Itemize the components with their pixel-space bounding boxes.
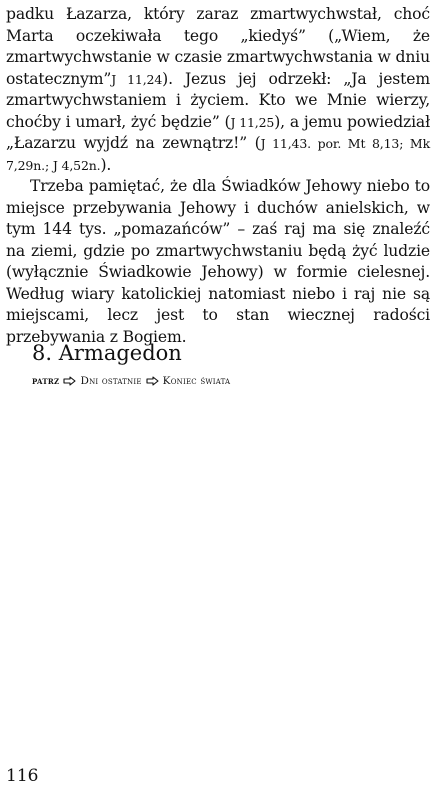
hand-pointing-right-icon	[63, 376, 76, 386]
cross-reference-koniec-swiata[interactable]: Koniec świata	[162, 375, 231, 387]
cross-reference-dni-ostatnie[interactable]: Dni ostatnie	[80, 375, 142, 387]
paragraph-1-text-d: ).	[100, 155, 112, 174]
see-also-line	[32, 375, 230, 387]
paragraph-1-text-b: ). Jezus jej odrzekł: „Ja jestem zmartwychwstaniem i życiem. Kto we Mnie wierzy, choćby i umarł, żyć będzie” (	[6, 69, 430, 131]
see-label: patrz	[32, 375, 60, 387]
paragraph-1-text-a: padku Łazarza, który zaraz zmartwychwstał, choć Marta oczekiwała tego „kiedyś” („Wiem, że zmartwychwstanie w czasie zmartwychwstania w dniu ostatecznym”	[6, 5, 430, 88]
bible-reference: J 11,24	[111, 71, 163, 87]
paragraph-2: Trzeba pamiętać, że dla Świadków Jehowy niebo to miejsce przebywania Jehowy i duchów anielskich, w tym 144 tys. „pomazańców” – zaś raj ma się znaleźć na ziemi, gdzie po zmartwychwstaniu będą żyć ludzie (wyłącznie Świadkowie Jehowy) w formie cielesnej. Według wiary katolickiej natomiast niebo i raj nie są miejscami, lecz jest to stan wiecznej radości przebywania z Bogiem.	[6, 177, 430, 346]
body-text	[6, 4, 430, 348]
paragraph-1-text-c: ), a jemu powiedział „Łazarzu wyjdź na zewnątrz!” (	[6, 112, 430, 152]
paragraph-1	[6, 4, 430, 176]
hand-pointing-right-icon	[146, 376, 159, 386]
page-number: 116	[6, 766, 39, 786]
bible-reference: J 11,25	[230, 114, 275, 130]
bible-reference: J 11,43. por. Mt 8,13; Mk 7,29n.; J 4,52n.	[6, 136, 430, 173]
section-title: 8. Armagedon	[32, 341, 182, 365]
